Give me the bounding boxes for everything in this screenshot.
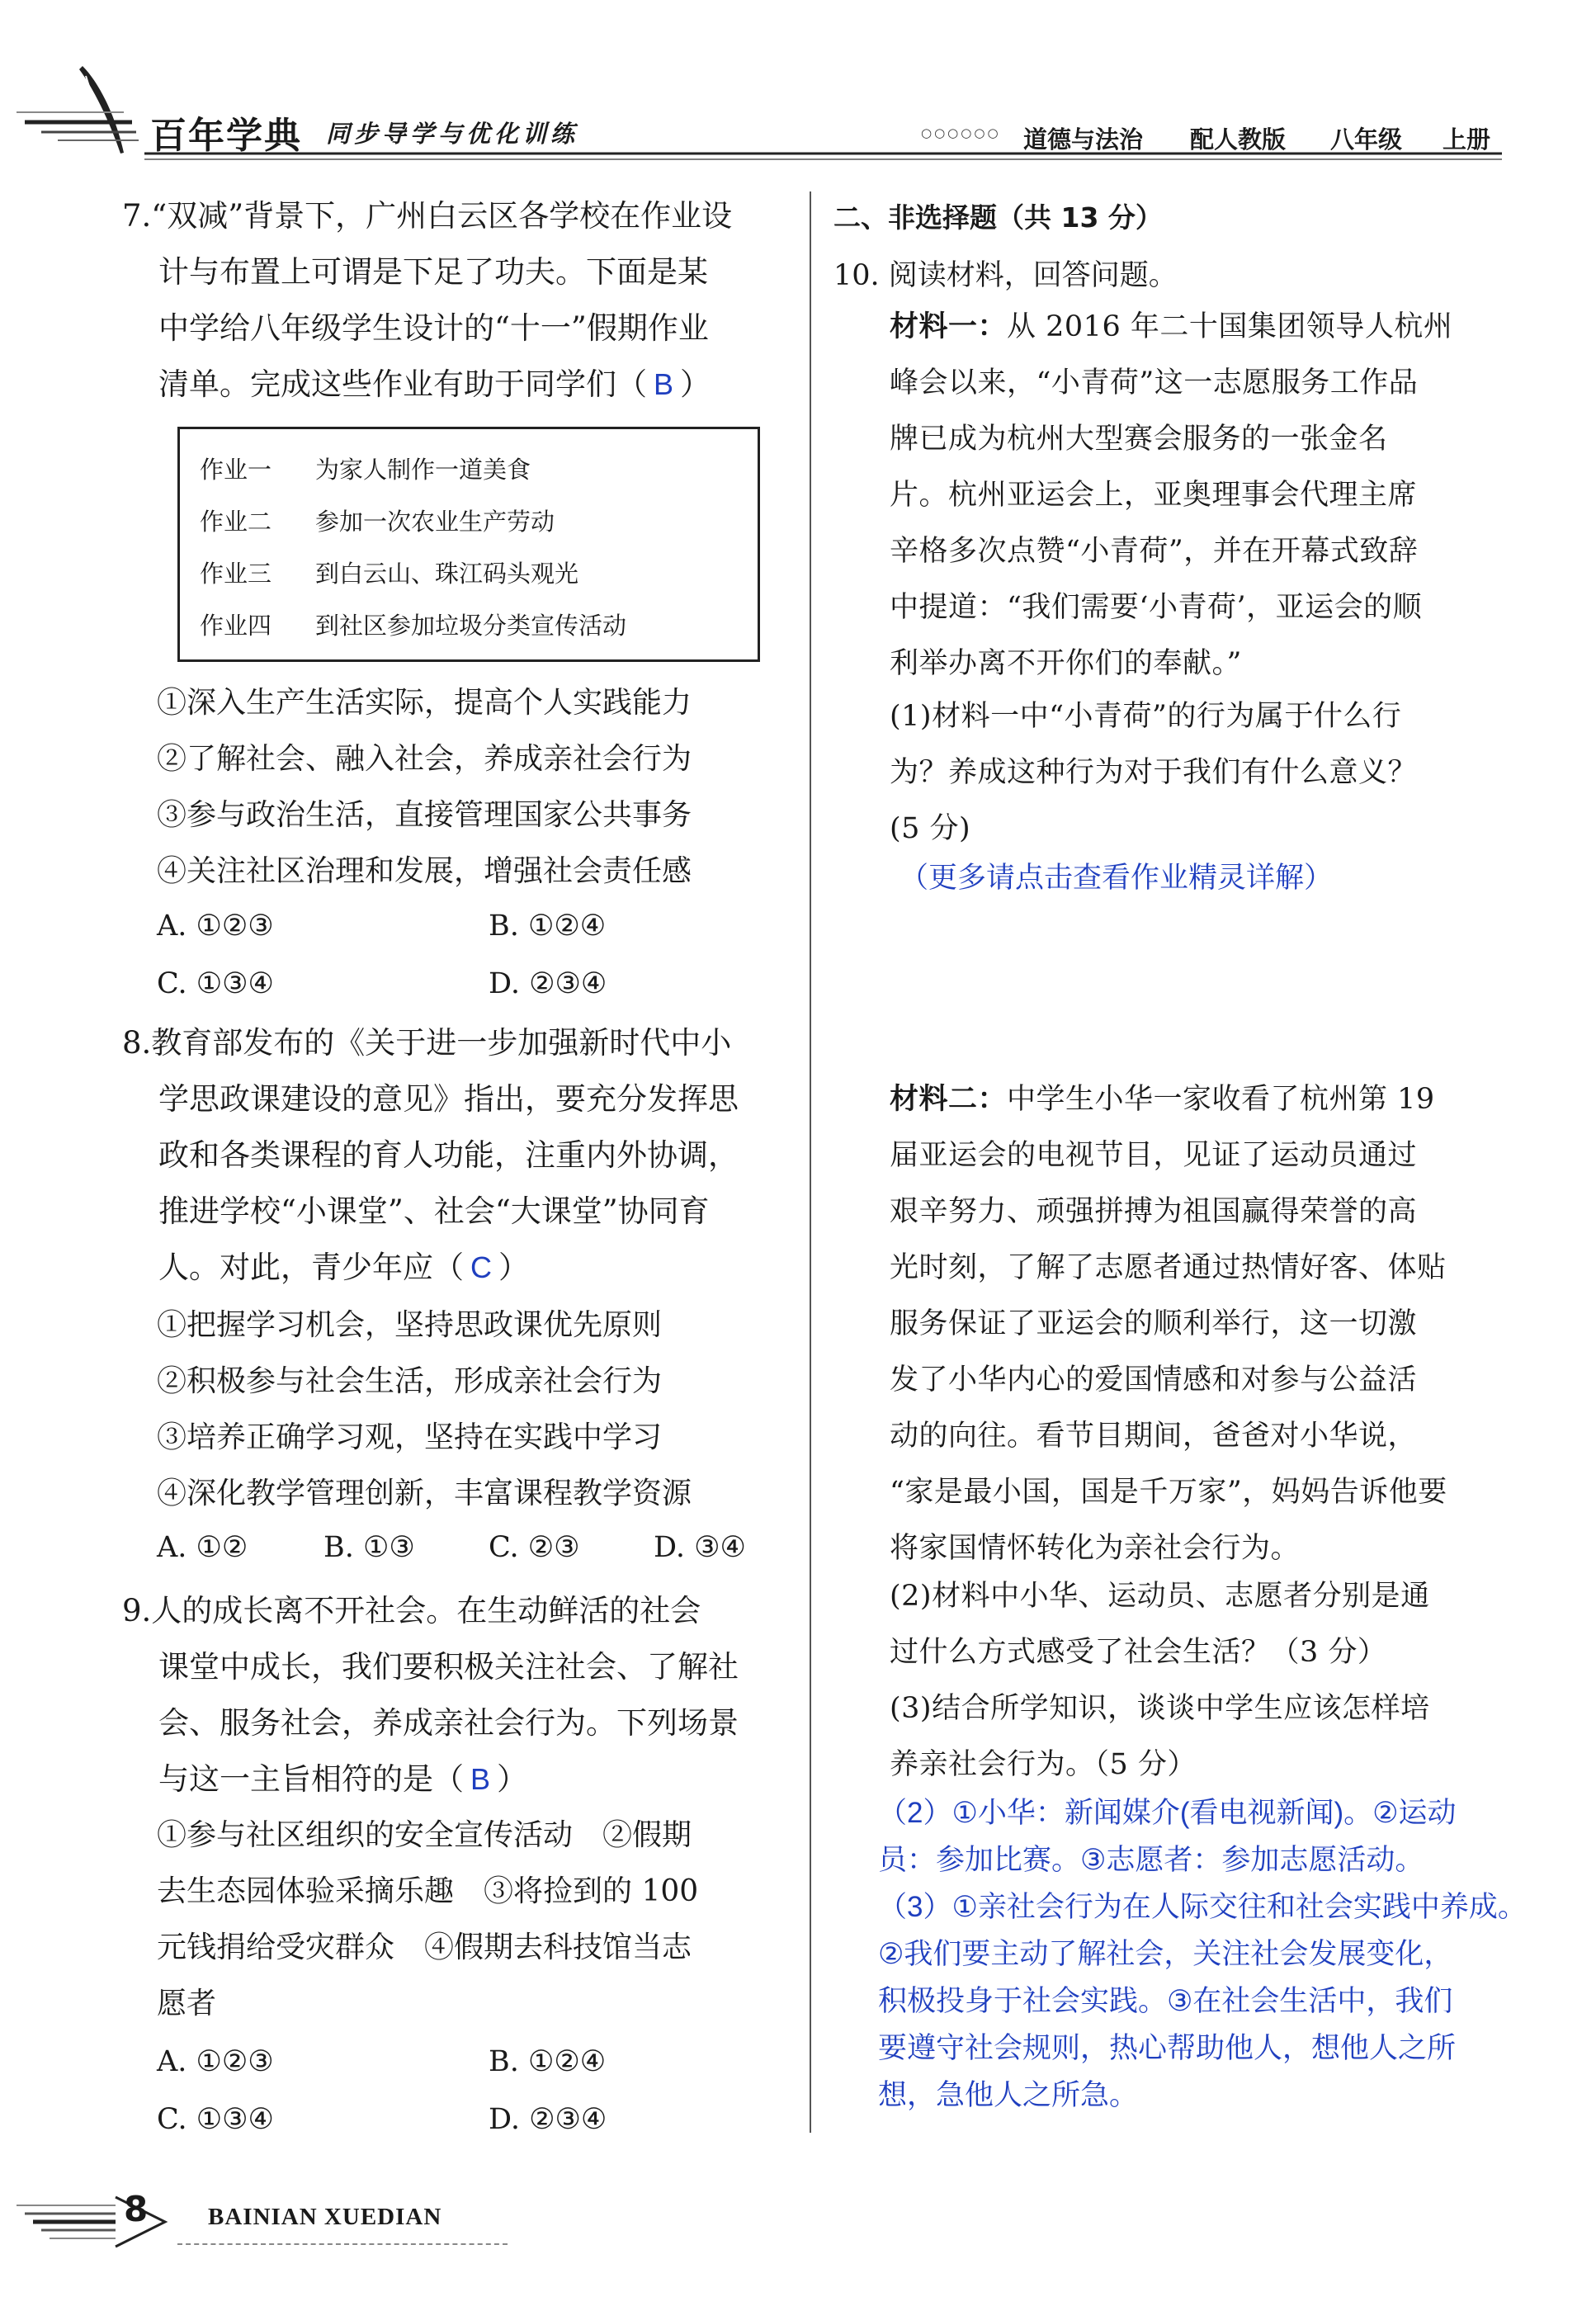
q8-choice-a: A. ①② [157,1531,248,1564]
brand-title: 百年学典 [150,115,302,157]
question-8 [122,1015,799,1296]
q7-choice-d: D. ②③④ [489,967,607,1000]
answer-line: ②我们要主动了解社会，关注社会发展变化， [878,1938,1453,1970]
sub-question-3-line: (3)结合所学知识，谈谈中学生应该怎样培 [890,1692,1430,1725]
homework-list-box [177,427,760,662]
q8-item: ④深化教学管理创新，丰富课程教学资源 [157,1477,692,1510]
q8-choice-d: D. ③④ [654,1531,746,1564]
answer-line: 想，急他人之所急。 [878,2079,1139,2111]
sub-question-3-line: 养亲社会行为。（5 分） [890,1748,1197,1781]
footer-brand: BAINIAN XUEDIAN [208,2204,442,2230]
header-subject: 道德与法治 [1023,125,1144,154]
homework-item [200,600,758,652]
q7-item: ③参与政治生活，直接管理国家公共事务 [157,798,692,832]
q7-choice-b: B. ①②④ [489,910,607,943]
section-title: 二、非选择题（共 13 分） [833,201,1163,234]
q8-line: 8.教育部发布的《关于进一步加强新时代中小 [122,1025,732,1061]
q7-items [157,675,800,900]
material-2-line: 将家国情怀转化为亲社会行为。 [890,1532,1301,1565]
answer-line: 要遵守社会规则，热心帮助他人，想他人之所 [878,2032,1457,2064]
q9-line: 9.人的成长离不开社会。在生动鲜活的社会 [122,1593,701,1628]
homework-text: 参加一次农业生产劳动 [315,508,555,536]
q9-items [157,1808,800,2032]
material-1 [890,299,1533,692]
material-2-line: 动的向往。看节目期间，爸爸对小华说， [890,1420,1418,1453]
homework-label: 作业三 [200,560,272,588]
answer-line: 员：参加比赛。③志愿者：参加志愿活动。 [878,1844,1424,1876]
q9-choice-a: A. ①②③ [157,2045,274,2078]
material-1-line: 辛格多次点赞“小青荷”，并在开幕式致辞 [890,535,1419,568]
sub-question-1-line: (1)材料一中“小青荷”的行为属于什么行 [890,700,1402,733]
material-1-label: 材料一： [890,310,1008,343]
material-2-label: 材料二： [890,1083,1008,1116]
material-1-line: 牌已成为杭州大型赛会服务的一张金名 [890,423,1388,456]
homework-label: 作业二 [200,508,272,536]
material-2-line: 届亚运会的电视节目，见证了运动员通过 [890,1139,1418,1172]
footer-divider [177,2243,508,2245]
material-1-line: 利举办离不开你们的奉献。” [890,647,1242,680]
sub-question-2-line: (2)材料中小华、运动员、志愿者分别是通 [890,1580,1430,1613]
q7-line [122,357,799,413]
q9-item: 元钱捐给受灾群众 ④假期去科技馆当志 [157,1931,692,1964]
q7-choice-a: A. ①②③ [157,910,274,943]
material-1-line [890,299,1533,355]
q8-choice-b: B. ①③ [323,1531,415,1564]
answer-block [878,1789,1588,2119]
q9-item: 愿者 [157,1987,217,2020]
q8-answer: C [470,1250,492,1284]
q9-choice-d: D. ②③④ [489,2103,607,2136]
q8-line [122,1240,799,1296]
material-2-line: 发了小华内心的爱国情感和对参与公益活 [890,1363,1418,1397]
homework-item [200,444,758,496]
material-1-line: 片。杭州亚运会上，亚奥理事会代理主席 [890,479,1418,512]
q8-line: 推进学校“小课堂”、社会“大课堂”协同育 [158,1193,710,1229]
q8-item: ②积极参与社会生活，形成亲社会行为 [157,1364,663,1398]
q7-item: ②了解社会、融入社会，养成亲社会行为 [157,742,692,776]
material-2-line: 光时刻，了解了志愿者通过热情好客、体贴 [890,1251,1447,1284]
header-grade: 八年级 [1330,125,1403,154]
homework-item [200,548,758,600]
answer-line: 积极投身于社会实践。③在社会生活中，我们 [878,1985,1453,2017]
material-2-line: 艰辛努力、顽强拼搏为祖国赢得荣誉的高 [890,1195,1418,1228]
page-header [0,0,1596,173]
q9-line: 会、服务社会，养成亲社会行为。下列场景 [158,1705,739,1741]
header-dots: ○○○○○○ [921,125,1001,140]
q8-item: ③培养正确学习观，坚持在实践中学习 [157,1420,663,1454]
q7-line-text: 清单。完成这些作业有助于同学们（ [158,366,647,402]
q9-item: ①参与社区组织的安全宣传活动 ②假期 [157,1818,692,1852]
material-2-text: 中学生小华一家收看了杭州第 19 [1007,1083,1435,1116]
material-1-line: 中提道：“我们需要‘小青荷’，亚运会的顺 [890,591,1423,624]
material-2-line [890,1071,1533,1127]
q8-line: 学思政课建设的意见》指出，要充分发挥思 [158,1081,739,1117]
homework-item [200,496,758,548]
material-2-line: 服务保证了亚运会的顺利举行，这一切激 [890,1307,1418,1340]
q9-choice-b: B. ①②④ [489,2045,607,2078]
header-edition: 配人教版 [1190,125,1287,154]
q7-line: 中学给八年级学生设计的“十一”假期作业 [158,310,709,346]
brand-subtitle: 同步导学与优化训练 [326,120,579,148]
more-details-link[interactable]: （更多请点击查看作业精灵详解） [900,862,1334,894]
q8-line: 政和各类课程的育人功能，注重内外协调， [158,1137,739,1173]
column-divider [810,191,811,2133]
q7-line: 计与布置上可谓是下足了功夫。下面是某 [158,254,708,290]
q8-item: ①把握学习机会，坚持思政课优先原则 [157,1308,663,1342]
q9-line-text: 与这一主旨相符的是（ [158,1761,464,1797]
homework-text: 到白云山、珠江码头观光 [315,560,579,588]
question-7 [122,188,799,413]
q9-choice-c: C. ①③④ [157,2103,274,2136]
header-volume: 上册 [1443,125,1491,154]
q7-item: ④关注社区治理和发展，增强社会责任感 [157,854,692,888]
q8-choice-c: C. ②③ [489,1531,580,1564]
q7-answer: B [654,367,674,401]
material-1-text: 从 2016 年二十国集团领导人杭州 [1007,310,1453,343]
material-2 [890,1071,1533,1576]
sub-question-3 [890,1680,1533,1793]
question-9 [122,1583,799,1808]
sub-question-2 [890,1568,1533,1680]
homework-text: 到社区参加垃圾分类宣传活动 [315,612,627,640]
q8-items [157,1297,800,1522]
q9-answer: B [470,1762,491,1796]
footer-decoration [0,2171,198,2253]
answer-line: （2）①小华：新闻媒介(看电视新闻)。②运动 [878,1797,1457,1829]
homework-label: 作业一 [200,456,272,484]
sub-question-2-line: 过什么方式感受了社会生活？（3 分） [890,1636,1387,1669]
homework-text: 为家人制作一道美食 [315,456,531,484]
q8-line-text: 人。对此，青少年应（ [158,1250,464,1285]
sub-question-1 [890,688,1533,857]
homework-label: 作业四 [200,612,272,640]
q7-line: 7.“双减”背景下，广州白云区各学校在作业设 [122,198,733,234]
material-2-line: “家是最小国，国是千万家”，妈妈告诉他要 [890,1476,1447,1509]
q7-item: ①深入生产生活实际，提高个人实践能力 [157,686,692,720]
q10-title: 10. 阅读材料，回答问题。 [833,259,1178,292]
q9-line [122,1751,799,1808]
material-1-line: 峰会以来，“小青荷”这一志愿服务工作品 [890,366,1419,399]
q9-line: 课堂中成长，我们要积极关注社会、了解社 [158,1649,739,1685]
answer-line: （3）①亲社会行为在人际交往和社会实践中养成。 [878,1891,1527,1923]
q7-close: ） [680,366,711,402]
sub-question-1-line: (5 分) [890,812,971,845]
q9-item: 去生态园体验采摘乐趣 ③将捡到的 100 [157,1874,699,1908]
q9-close: ） [497,1761,528,1797]
sub-question-1-line: 为？养成这种行为对于我们有什么意义？ [890,756,1418,789]
page-number: 8 [124,2189,149,2229]
q7-choice-c: C. ①③④ [157,967,274,1000]
q8-close: ） [498,1250,529,1285]
